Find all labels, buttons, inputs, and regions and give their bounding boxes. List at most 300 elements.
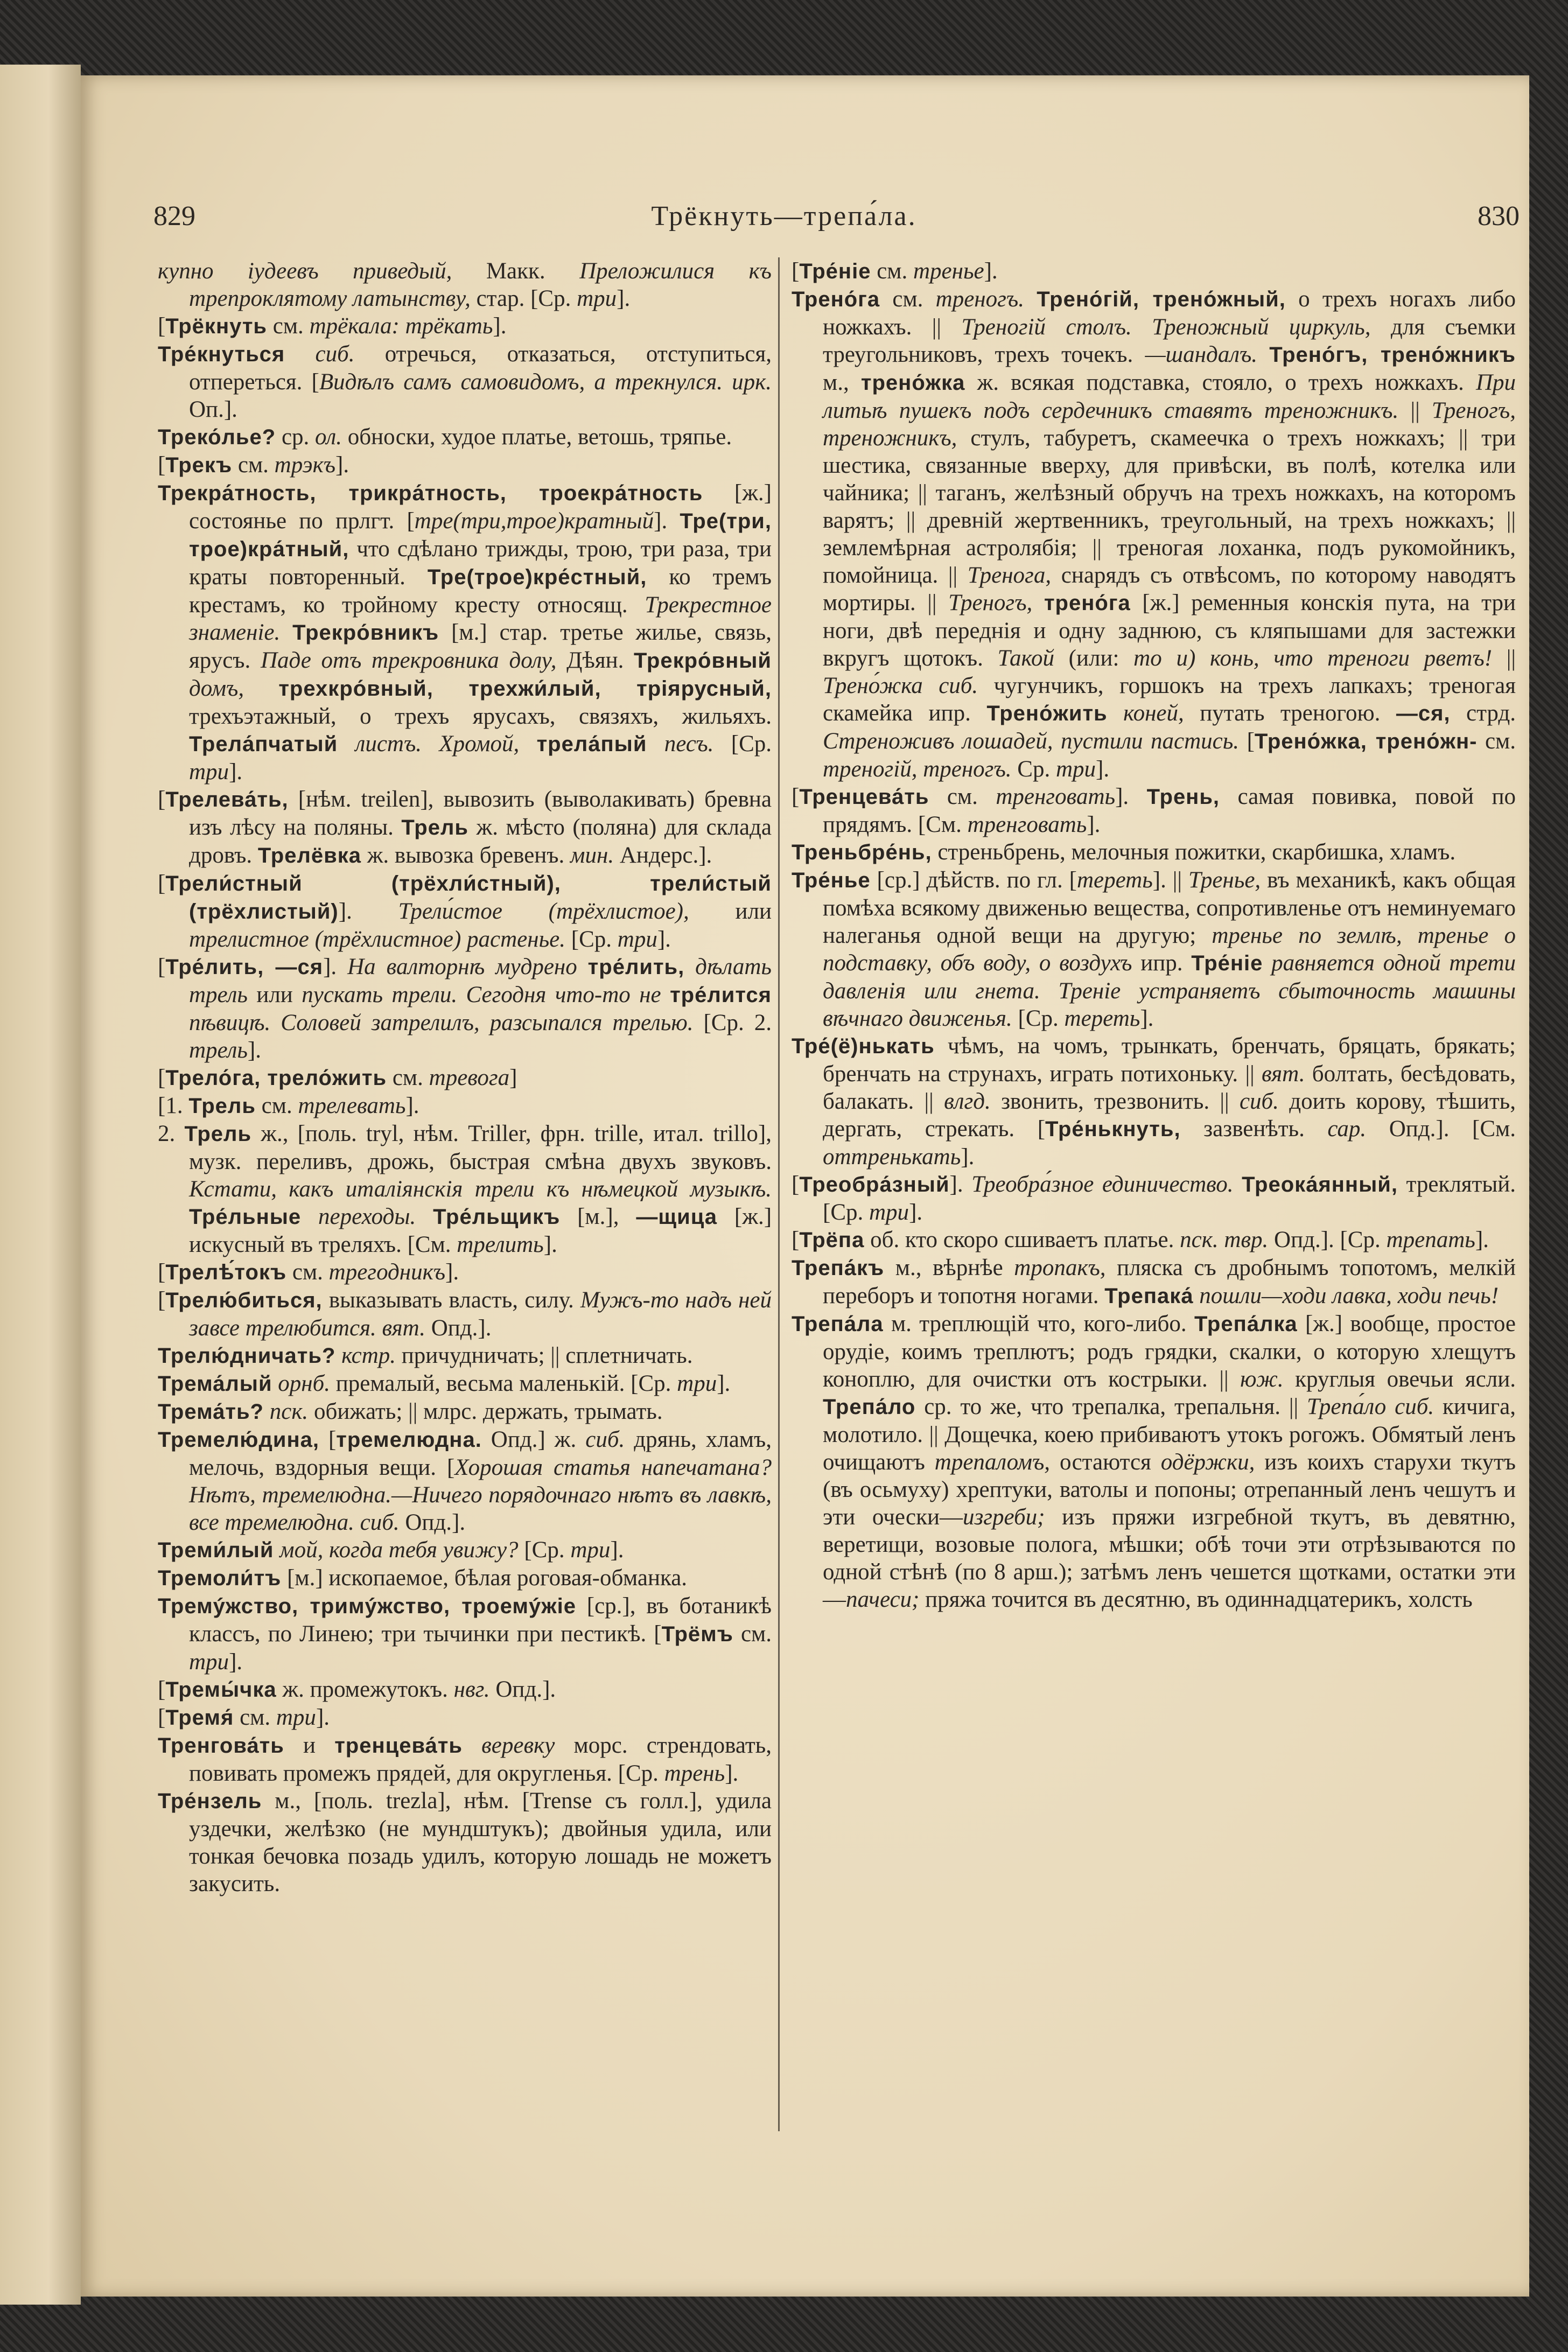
entry-text <box>661 982 670 1007</box>
italic-text: трелить <box>457 1232 544 1257</box>
headword: Трепа́ло <box>823 1395 916 1419</box>
headword: Трело́га, трело́жить <box>165 1066 387 1090</box>
entry-text: ]. <box>1115 784 1147 809</box>
entry-text: ]. <box>1096 757 1110 782</box>
entry-text: см. <box>880 286 936 312</box>
italic-text: пѣвицѣ. Соловей затрелилъ, разсыпался трелью. <box>189 1010 694 1035</box>
entry-text: [м.] стар. третье жилье, связь, ярусъ. <box>189 620 772 673</box>
italic-text: тренье <box>913 258 984 284</box>
entry-text: или <box>689 899 772 924</box>
entry-text: путать треногою. <box>1184 701 1396 726</box>
entry-text: см. <box>387 1065 429 1090</box>
dictionary-entry <box>158 1286 772 1342</box>
headword: —ся, <box>1396 702 1451 725</box>
entry-text: [Ср. <box>518 1537 571 1563</box>
headword: Трено́га <box>792 288 880 311</box>
entry-text <box>577 954 588 979</box>
entry-text: [ <box>158 1065 166 1090</box>
entry-text: Опд.] ж. <box>481 1427 586 1452</box>
entry-text: ко тремъ крестамъ, ко тройному кресту относящ. <box>189 564 772 618</box>
italic-text: тренговать <box>996 784 1116 809</box>
entry-text: ж. вывозка бревенъ. <box>361 843 571 868</box>
dictionary-entry <box>792 838 1516 866</box>
entry-text: причудничать; || сплетничать. <box>396 1343 693 1368</box>
right-column <box>792 257 1516 1613</box>
italic-text: сиб. <box>315 341 355 367</box>
headword: Тре́льщикъ <box>433 1205 561 1229</box>
headword: Трель <box>184 1122 252 1146</box>
italic-text: пускать трели. Сегодня что-то не <box>302 982 661 1007</box>
entry-text: пляска съ дробнымъ топотомъ, мелкій переборъ и топотня ногами. <box>823 1255 1516 1308</box>
italic-text: купно іудеевъ приведый, <box>158 258 452 284</box>
headword: Треока́янный, <box>1242 1173 1398 1196</box>
entry-text <box>1032 590 1044 615</box>
headword: трела́пый <box>536 732 647 756</box>
headword: —щица <box>636 1205 718 1229</box>
dictionary-entry <box>158 1064 772 1092</box>
entry-text: звонить, трезвонить. || <box>990 1089 1240 1114</box>
italic-text: вят. <box>1262 1061 1305 1087</box>
headword: тренцева́ть <box>334 1734 463 1758</box>
headword: Трела́пчатый <box>189 732 338 756</box>
headword: Тре(трое)кре́стный, <box>427 565 647 589</box>
headword: Тремýжство, тримýжство, троемýжіе <box>158 1594 576 1618</box>
entry-text: или <box>247 982 302 1007</box>
italic-text: орнб. <box>278 1371 330 1396</box>
headword: трено́жка <box>860 371 965 395</box>
italic-text: тренье по землѣ, тренье о подставку, объ воду, о воздухъ <box>823 923 1516 976</box>
entry-text <box>338 731 355 757</box>
dictionary-entry <box>158 1536 772 1564</box>
headword: тре́лить, <box>587 955 685 979</box>
entry-text: ипр. <box>1132 950 1192 976</box>
entry-text: 2. <box>158 1121 185 1146</box>
dictionary-entry <box>158 1676 772 1704</box>
italic-text: дѣлать трель <box>189 954 772 1007</box>
italic-text: тренговать <box>967 812 1087 837</box>
entry-text: [Ср. <box>1012 1006 1065 1031</box>
italic-text: Преложилися къ трепроклятому латынству, <box>189 258 772 311</box>
dictionary-entry <box>792 783 1516 838</box>
entry-text: м., вѣрнѣе <box>884 1255 1014 1280</box>
entry-text: см. <box>267 313 310 339</box>
entry-text: [ж.] ременныя конскія пута, на три ноги, двѣ переднія и одну заднюю, съ кляпышами для застежки вкругъ щотокъ. <box>823 590 1516 671</box>
entry-text: [ <box>158 1677 166 1702</box>
entry-text: ж., [поль. tryl, нѣм. Triller, фрн. trille, итал. trillo], музк. переливъ, дрожь, быстрая смѣна двухъ звуковъ. <box>189 1121 772 1174</box>
entry-text: [ж.] вообще, простое орудіе, коимъ треплютъ; родъ грядки, скалки, о которую хлещутъ коноплю, для очистки отъ кострыки. || <box>823 1311 1516 1392</box>
entry-text: въ механикѣ, какъ общая помѣха всякому движенью вещества, сопротивленье отъ неминуемаго налеганья одной вещи на другую; <box>823 867 1516 948</box>
headword: Трелю́биться, <box>165 1289 323 1312</box>
entry-text: [ <box>319 1427 337 1452</box>
entry-text: ]. <box>316 1705 330 1730</box>
italic-text: трель <box>189 1038 248 1063</box>
previous-page-edge <box>0 65 81 2305</box>
italic-text: три <box>677 1371 717 1396</box>
entry-text: ]. <box>657 927 671 952</box>
entry-text: ]. <box>984 258 998 284</box>
entry-text: [ <box>792 258 800 284</box>
headword: Трепа́ла <box>792 1312 884 1336</box>
entry-text: [Ср. <box>713 731 772 757</box>
headword: Трёпа <box>799 1228 865 1252</box>
headword: Тремя́ <box>165 1706 234 1730</box>
entry-text: ж. всякая подставка, стояло, о трехъ ножкахъ. <box>965 370 1476 395</box>
entry-text: Опд.]. [См. <box>1366 1116 1516 1142</box>
headword: Трепа́къ <box>792 1256 885 1280</box>
dictionary-entry <box>792 1032 1516 1171</box>
headword: Тремоли́тъ <box>158 1566 282 1590</box>
dictionary-entry <box>158 423 772 451</box>
entry-text: стреньбрень, мелочныя пожитки, скарбишка, хламъ. <box>932 839 1456 865</box>
italic-text: мой, когда тебя увижу? <box>279 1537 519 1563</box>
entry-text: Опд.]. <box>489 1677 556 1702</box>
italic-text: три <box>869 1200 909 1225</box>
entry-text: стар. [Ср. <box>470 286 577 311</box>
entry-text: [ <box>158 313 166 339</box>
headword: Тремы́чка <box>165 1678 277 1702</box>
headword: Трено́гъ, трено́жникъ <box>1269 343 1516 367</box>
entry-text: Макк. <box>452 258 580 284</box>
dictionary-entry <box>792 1226 1516 1254</box>
headword: трено́га <box>1044 591 1131 615</box>
entry-text: что сдѣлано трижды, трою, три раза, три краты повторенный. <box>189 536 772 590</box>
entry-text: снарядъ съ отвѣсомъ, по которому наводятъ мортиры. || <box>823 563 1516 615</box>
italic-text: три <box>617 927 657 952</box>
entry-text: Опд.]. [Ср. <box>1268 1227 1387 1252</box>
italic-text: три <box>189 759 229 785</box>
entry-text: ]. <box>617 286 631 311</box>
headword: тремелюдна. <box>336 1428 482 1452</box>
italic-text: веревку <box>481 1733 555 1758</box>
italic-text: трэкъ <box>274 452 336 478</box>
entry-text: ]. <box>247 1038 261 1063</box>
entry-text <box>647 731 664 757</box>
italic-text: равняется одной трети давленія или гнета. Треніе устраняетъ сбыточность машины вѣчнаго движенья. <box>823 950 1516 1031</box>
entry-text: [ <box>158 1705 166 1730</box>
headword: Тренцева́ть <box>799 785 929 809</box>
dictionary-entry <box>158 451 772 479</box>
italic-text: то и) конь, что треноги рветъ! <box>1133 646 1493 671</box>
italic-text: тереть <box>1064 1006 1140 1031</box>
italic-text: ол. <box>315 424 342 450</box>
entry-text: треклятый. [Ср. <box>823 1172 1516 1225</box>
headword: Трели́стный (трёхли́стный), трели́стый (трёхлистый) <box>165 872 772 923</box>
entry-text: ]. <box>229 759 243 785</box>
headword: Тре́(ё)нькать <box>792 1034 935 1058</box>
headword: Трекъ <box>165 453 233 477</box>
entry-text: ]. <box>725 1761 739 1786</box>
headword: Трекро́вникъ <box>292 621 439 645</box>
headword: Тре́нькнуть, <box>1045 1117 1181 1141</box>
entry-text: трехъэтажный, о трехъ ярусахъ, связяхъ, жильяхъ. <box>189 704 772 729</box>
italic-text: Хорошая статья напечатана? Нѣтъ, тремелюдна.—Ничего порядочнаго нѣтъ въ лавкѣ, все тремелюдна. сиб. <box>189 1455 772 1535</box>
italic-text: влгд. <box>944 1089 991 1114</box>
headword: Трёкнуть <box>165 314 268 338</box>
entry-text: ]. <box>949 1172 972 1197</box>
italic-text: песъ. <box>664 731 714 757</box>
headword: тре́лится <box>670 983 772 1007</box>
dictionary-entry <box>792 1254 1516 1310</box>
entry-text: [нѣм. treilen], вывозить (выволакивать) бревна изъ лѣсу на поляны. <box>189 787 772 840</box>
entry-text: изъ коихъ старухи ткутъ (въ осьмуху) хрептуки, ватолы и попоны; отрепанный ленъ чешутъ и эти очески— <box>823 1450 1516 1530</box>
italic-text: Треногій столъ. Треножный циркуль, <box>961 314 1371 340</box>
italic-text: переходы. <box>318 1204 416 1229</box>
entry-text <box>335 1343 341 1368</box>
headword: Тре́ніе <box>1191 951 1263 975</box>
italic-text: три <box>189 1649 229 1675</box>
entry-text: изъ пряжи изгребной ткутъ, въ девятню, веретищи, возовые пологa, мѣшки; обѣ точи эти отрѣзываются по одной стѣнѣ (по 8 арш.); затѣмъ ленъ чешется щотками, остатки эти— <box>823 1504 1516 1612</box>
entry-text <box>1263 950 1271 976</box>
dictionary-entry <box>158 1370 772 1398</box>
entry-text <box>274 1537 279 1563</box>
entry-text: Опд.]. <box>399 1510 466 1535</box>
dictionary-entry <box>792 866 1516 1032</box>
entry-text <box>272 1371 278 1396</box>
entry-text: [м.] ископаемое, бѣлая роговая-обманка. <box>281 1565 688 1591</box>
entry-text: ж. мѣсто (поляна) для склада дровъ. <box>189 815 772 868</box>
entry-text: Дѣян. <box>556 648 634 673</box>
headword: Трема́ть? <box>158 1400 264 1424</box>
entry-text: для съемки треугольниковъ, трехъ точекъ. <box>823 314 1516 367</box>
italic-text: три <box>570 1537 611 1563</box>
dictionary-entry <box>158 1120 772 1258</box>
italic-text: листъ. Хромой, <box>355 731 520 757</box>
headword: Тре́лить, —ся <box>165 955 324 979</box>
page-number-left: 829 <box>153 201 195 232</box>
entry-text <box>416 1204 433 1229</box>
italic-text: три <box>577 286 617 311</box>
entry-text: [ <box>792 784 800 809</box>
entry-text: Андерс.]. <box>614 843 712 868</box>
entry-text: см. <box>234 1705 276 1730</box>
dictionary-entry <box>158 1398 772 1426</box>
italic-text: одёржки, <box>1160 1450 1255 1475</box>
entry-text: круглыя овечьи ясли. <box>1283 1367 1516 1392</box>
italic-text: оттренькать <box>823 1144 961 1170</box>
italic-text: Треобра́зное единичество. <box>971 1172 1234 1197</box>
entry-text: || <box>1398 398 1432 423</box>
entry-text: выказывать власть, силу. <box>322 1287 580 1313</box>
column-divider <box>778 257 780 2131</box>
dictionary-entry <box>158 953 772 1064</box>
entry-text <box>1108 701 1124 726</box>
dictionary-entry <box>792 1171 1516 1226</box>
entry-text: [Ср. <box>565 927 618 952</box>
headword: Тре́льные <box>189 1205 302 1229</box>
entry-text: Опд.]. <box>425 1315 492 1341</box>
entry-text: доить корову, тѣшить, дергать, стрекать. [ <box>823 1089 1516 1142</box>
dictionary-entry <box>158 786 772 870</box>
left-column <box>158 257 772 1898</box>
italic-text: трепать <box>1386 1227 1475 1252</box>
entry-text: [ <box>158 1259 166 1285</box>
entry-text: [Ср. 2. <box>693 1010 772 1035</box>
italic-text: Кстати, какъ италіянскія трели къ нѣмецкой музыкѣ. <box>189 1177 772 1202</box>
headword: Тренгова́ть <box>158 1734 284 1758</box>
italic-text: Треногъ, <box>948 590 1033 615</box>
entry-text: ]. <box>610 1537 624 1563</box>
entry-text: ]. || <box>1152 867 1188 893</box>
italic-text: трень <box>664 1761 725 1786</box>
entry-text: ]. <box>229 1649 243 1675</box>
italic-text: тревога <box>429 1065 510 1090</box>
headword: Тре́нзель <box>158 1789 262 1813</box>
italic-text: трелевать <box>298 1093 406 1118</box>
entry-text <box>244 676 278 701</box>
headword: Трено́жка, трено́жн- <box>1254 730 1478 753</box>
entry-text: см. <box>871 258 913 284</box>
italic-text: тропакъ, <box>1014 1255 1106 1280</box>
dictionary-entry <box>158 1092 772 1120</box>
italic-text: пошли—ходи лавка, ходи печь! <box>1199 1283 1499 1308</box>
italic-text: треногій, треногъ. <box>823 757 1012 782</box>
italic-text: сиб. <box>1239 1089 1279 1114</box>
entry-text: ]. <box>1087 812 1101 837</box>
dictionary-entry <box>792 257 1516 285</box>
entry-text <box>1024 286 1037 312</box>
entry-text <box>463 1733 481 1758</box>
dictionary-entry <box>158 1732 772 1787</box>
headword: Трепака́ <box>1104 1284 1194 1308</box>
entry-text: (или: <box>1054 646 1134 671</box>
italic-text: трёкала: трёкать <box>309 313 493 339</box>
italic-text: Видѣлъ самъ самовидомъ, а трекнулся. ирк. <box>319 369 772 395</box>
entry-text: см. <box>1477 729 1516 754</box>
entry-text: [ <box>158 1287 166 1313</box>
entry-text: ]. <box>1475 1227 1489 1252</box>
entry-text <box>280 620 292 645</box>
entry-text: ]. <box>445 1259 459 1285</box>
headword: Тремелю́дина, <box>158 1428 319 1452</box>
entry-text: см. <box>929 784 996 809</box>
italic-text: На валторнѣ мудрено <box>347 954 577 979</box>
italic-text: При литьѣ пушекъ подъ сердечникъ ставятъ треножникъ. <box>823 370 1516 423</box>
headword: Трелю́дничать? <box>158 1344 336 1368</box>
entry-text: остаются <box>1050 1450 1161 1475</box>
entry-text: и <box>284 1733 335 1758</box>
dictionary-entry <box>158 479 772 786</box>
italic-text: пачеси; <box>846 1587 920 1612</box>
dictionary-entry <box>158 1704 772 1732</box>
italic-text: трегодникъ <box>328 1259 446 1285</box>
dictionary-entry <box>158 1426 772 1536</box>
entry-text <box>1234 1172 1242 1197</box>
entry-text: [ж.] искусный въ треляхъ. [См. <box>189 1204 772 1257</box>
entry-text: отречься, отказаться, отступиться, отпереться. [ <box>189 341 772 395</box>
headword: Трель <box>188 1094 256 1118</box>
italic-text: сар. <box>1327 1116 1367 1142</box>
italic-text: коней, <box>1123 701 1184 726</box>
entry-text <box>301 1204 318 1229</box>
headword: Тре́ніе <box>799 260 871 283</box>
headword: Трель <box>401 816 468 839</box>
italic-text: Тренога, <box>967 563 1052 588</box>
headword: Треми́лый <box>158 1538 274 1562</box>
entry-text: ]. <box>717 1371 731 1396</box>
page-number-right: 830 <box>1478 201 1520 232</box>
headword: Тре́нье <box>792 869 871 892</box>
entry-text: || <box>1492 646 1516 671</box>
italic-text: пск. твр. <box>1180 1227 1269 1252</box>
dictionary-entry <box>158 1258 772 1286</box>
headword: Тре(три, трое)кра́тный, <box>189 509 772 561</box>
entry-text: ж. промежутокъ. <box>276 1677 454 1702</box>
dictionary-entry <box>158 1342 772 1370</box>
italic-text: Паде отъ трекровника долу, <box>260 648 557 673</box>
dictionary-entry <box>792 1310 1516 1613</box>
headword: Трелѣ́токъ <box>165 1261 287 1284</box>
entry-text: ]. <box>335 452 349 478</box>
italic-text: Треногъ, треножникъ, <box>823 398 1516 451</box>
italic-text: изгреби; <box>962 1504 1045 1530</box>
entry-text: самая повивка, повой по прядямъ. [См. <box>823 784 1516 837</box>
entry-text <box>264 1399 270 1424</box>
entry-text: [ж.] состоянье по прлгт. [ <box>189 480 772 534</box>
italic-text: Трено́жка сиб. <box>823 673 978 698</box>
entry-text: ]. <box>338 899 398 924</box>
entry-text: ]. <box>961 1144 975 1170</box>
entry-text: ]. <box>543 1232 557 1257</box>
entry-text: [ <box>1239 729 1255 754</box>
italic-text: Трекрестное знаменіе. <box>189 592 772 645</box>
headword: Треко́лье? <box>158 425 276 449</box>
italic-text: трелистное (трёхлистное) растенье. <box>189 927 566 952</box>
headword: Трёмъ <box>661 1622 733 1646</box>
entry-text: ср. <box>276 424 316 450</box>
dictionary-entry <box>158 257 772 312</box>
entry-text: премалый, весьма маленькій. [Ср. <box>330 1371 677 1396</box>
dictionary-entry <box>158 1592 772 1676</box>
entry-text: о трехъ ногахъ либо ножкахъ. || <box>823 286 1516 340</box>
italic-text: Такой <box>997 646 1054 671</box>
entry-text <box>684 954 695 979</box>
entry-text: см. <box>733 1621 772 1647</box>
entry-text <box>1257 342 1269 367</box>
entry-text: пряжа точится въ десятню, въ одиннадцатерикъ, холсть <box>919 1587 1473 1612</box>
headword: Трекра́тность, трикра́тность, троекра́тность <box>158 481 703 505</box>
italic-text: три <box>276 1705 316 1730</box>
headword: трехкро́вный, трехжи́лый, тріярусный, <box>278 677 772 701</box>
dictionary-entry <box>158 870 772 953</box>
headword: Треобра́зный <box>799 1173 950 1196</box>
entry-text: [ср.], въ ботаникѣ классъ, по Линею; три тычинки при пестикѣ. [ <box>189 1593 772 1647</box>
entry-text: зазвенѣть. <box>1180 1116 1328 1142</box>
entry-text: [м.], <box>560 1204 636 1229</box>
italic-text: —шандалъ. <box>1145 342 1258 367</box>
entry-text: дрянь, хламъ, мелочь, вздорныя вещи. [ <box>189 1427 772 1480</box>
italic-text: Трепа́ло сиб. <box>1307 1394 1434 1419</box>
headword: Трень, <box>1146 785 1220 809</box>
entry-text: об. кто скоро сшиваетъ платье. <box>864 1227 1180 1252</box>
entry-text <box>1194 1283 1200 1308</box>
entry-text: болтать, бесѣдовать, балакать. || <box>823 1061 1516 1114</box>
dictionary-entry <box>158 1787 772 1898</box>
entry-text: кичига, молотило. || Дощечка, коею прибиваютъ утокъ рогожъ. Обмятый ленъ очищаютъ <box>823 1394 1516 1475</box>
entry-text: обноски, худое платье, ветошь, тряпье. <box>341 424 732 450</box>
entry-text: стрд. <box>1450 701 1516 726</box>
headword: Трелева́ть, <box>165 788 289 811</box>
headword: Трено́гій, трено́жный, <box>1037 288 1286 311</box>
entry-text: обижать; || млрс. держать, трымать. <box>308 1399 663 1424</box>
headword: Трекро́вный <box>634 649 772 673</box>
italic-text: Мужъ-то надъ ней завсе трелюбится. вят. <box>189 1287 772 1341</box>
entry-text: см. <box>286 1259 329 1285</box>
entry-text: ср. то же, что трепалка, трепальня. || <box>915 1394 1307 1419</box>
italic-text: кстр. <box>341 1343 396 1368</box>
headword: Тре́кнуться <box>158 342 285 366</box>
headword: Треньбре́нь, <box>792 841 932 864</box>
entry-text: ]. <box>909 1200 923 1225</box>
